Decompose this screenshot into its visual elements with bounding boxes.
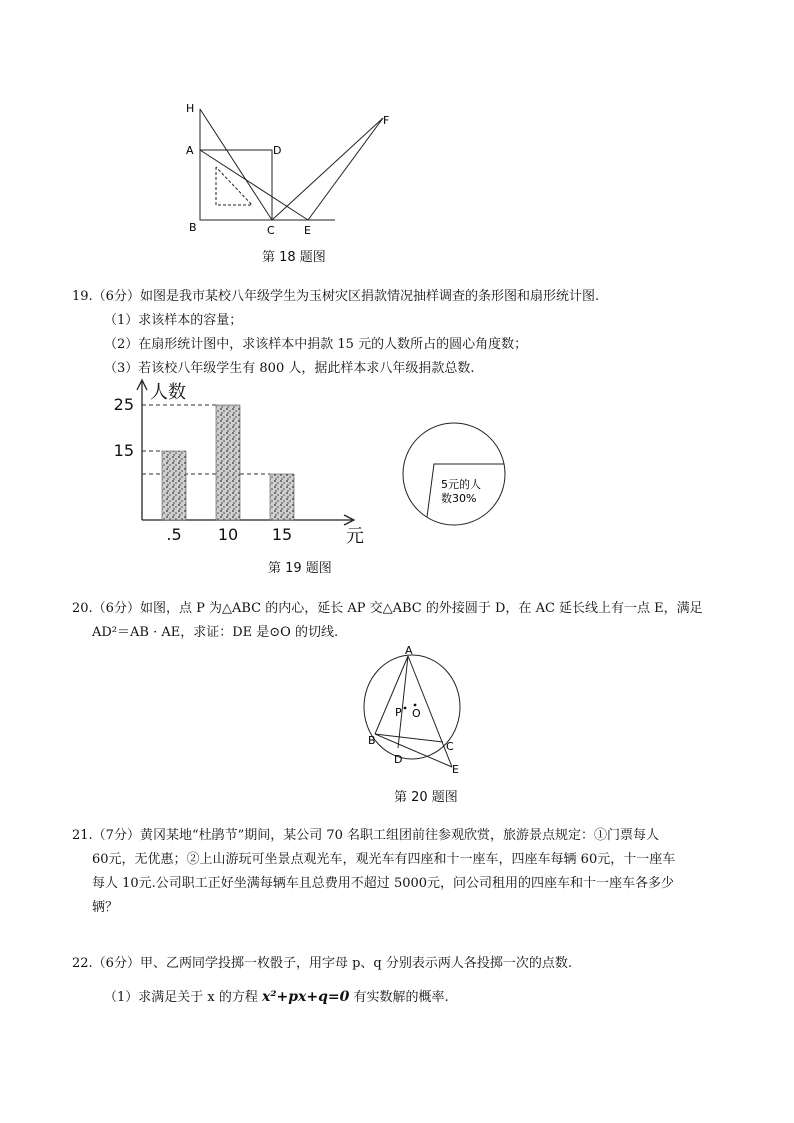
label-c: C xyxy=(267,224,275,237)
segment-hc xyxy=(200,109,272,220)
q22-head: 22.（6分）甲、乙两同学投掷一枚骰子，用字母 p、q 分别表示两人各投掷一次的点数. xyxy=(72,956,572,971)
label-e: E xyxy=(452,763,459,776)
question-20 xyxy=(72,597,732,645)
y-axis-label: 人数 xyxy=(150,382,186,403)
segment-cf xyxy=(272,118,383,220)
label-c: C xyxy=(446,740,454,753)
y-tick-label-1: 15 xyxy=(113,441,134,460)
equation: x²+px+q=0 xyxy=(262,989,350,1005)
y-tick-label-0: 25 xyxy=(113,395,134,414)
label-e: E xyxy=(304,224,311,237)
pie-chart xyxy=(398,418,510,530)
q21-line-1: 21.（7分）黄冈某地“杜鹃节”期间，某公司 70 名职工组团前往参观欣赏，旅游景点规定：①门票每人 xyxy=(72,828,660,843)
caption-18: 第 18 题图 xyxy=(262,250,326,265)
square-abcd xyxy=(200,150,272,220)
q21-line-2: 60元，无优惠；②上山游玩可坐景点观光车，观光车有四座和十一座车，四座车每辆 60元，十一座车 xyxy=(92,852,676,867)
label-d: D xyxy=(273,144,282,157)
q19-item-1: （1）求该样本的容量； xyxy=(104,313,243,328)
label-a: A xyxy=(186,144,194,157)
x-tick-label-2: 15 xyxy=(271,525,293,544)
point-o xyxy=(414,704,417,707)
q21-line-4: 辆？ xyxy=(92,900,119,915)
label-b: B xyxy=(189,221,197,234)
segment-ad xyxy=(398,656,408,748)
label-d: D xyxy=(394,753,403,766)
caption-20: 第 20 题图 xyxy=(394,790,458,805)
bar-1 xyxy=(216,405,240,520)
x-axis-label: 元 xyxy=(346,526,364,547)
bar-0 xyxy=(162,451,186,520)
label-h: H xyxy=(186,102,195,115)
bar-2 xyxy=(270,474,294,520)
q20-line-2: AD²＝AB · AE，求证：DE 是⊙O 的切线. xyxy=(92,625,339,640)
label-a: A xyxy=(405,644,413,657)
point-p xyxy=(404,707,407,710)
q22-item-1 xyxy=(72,985,732,1010)
q22-item-1-post: 有实数解的概率. xyxy=(353,990,449,1005)
figure-18 xyxy=(180,95,400,245)
pie-circle xyxy=(403,423,505,525)
label-f: F xyxy=(383,114,390,127)
pie-label-line-1: 5元的人 xyxy=(441,478,481,491)
q19-item-2: （2）在扇形统计图中，求该样本中捐款 15 元的人数所占的圆心角度数； xyxy=(104,337,528,352)
pie-label-line-2: 数30% xyxy=(441,492,477,505)
q20-line-1: 20.（6分）如图，点 P 为△ABC 的内心，延长 AP 交△ABC 的外接圆于 D，在 AC 延长线上有一点 E，满足 xyxy=(72,601,703,616)
label-p: P xyxy=(395,706,402,719)
x-tick-label-0: .5 xyxy=(166,525,182,544)
question-19 xyxy=(72,285,732,381)
segment-ef xyxy=(308,118,383,220)
dashed-triangle xyxy=(216,167,252,205)
label-b: B xyxy=(368,734,376,747)
figure-20 xyxy=(360,642,470,777)
x-tick-label-1: 10 xyxy=(217,525,239,544)
bar-chart xyxy=(100,378,380,550)
question-22 xyxy=(72,952,732,1010)
q22-item-1-pre: （1）求满足关于 x 的方程 xyxy=(104,990,258,1005)
label-o: O xyxy=(412,707,421,720)
q19-item-3: （3）若该校八年级学生有 800 人，据此样本求八年级捐款总数. xyxy=(104,361,475,376)
question-21 xyxy=(72,824,732,920)
caption-19: 第 19 题图 xyxy=(268,561,332,576)
q21-line-3: 每人 10元.公司职工正好坐满每辆车且总费用不超过 5000元，问公司租用的四座车和十一座车各多少 xyxy=(92,876,675,891)
q19-head: 19.（6分）如图是我市某校八年级学生为玉树灾区捐款情况抽样调查的条形图和扇形统计图. xyxy=(72,289,600,304)
